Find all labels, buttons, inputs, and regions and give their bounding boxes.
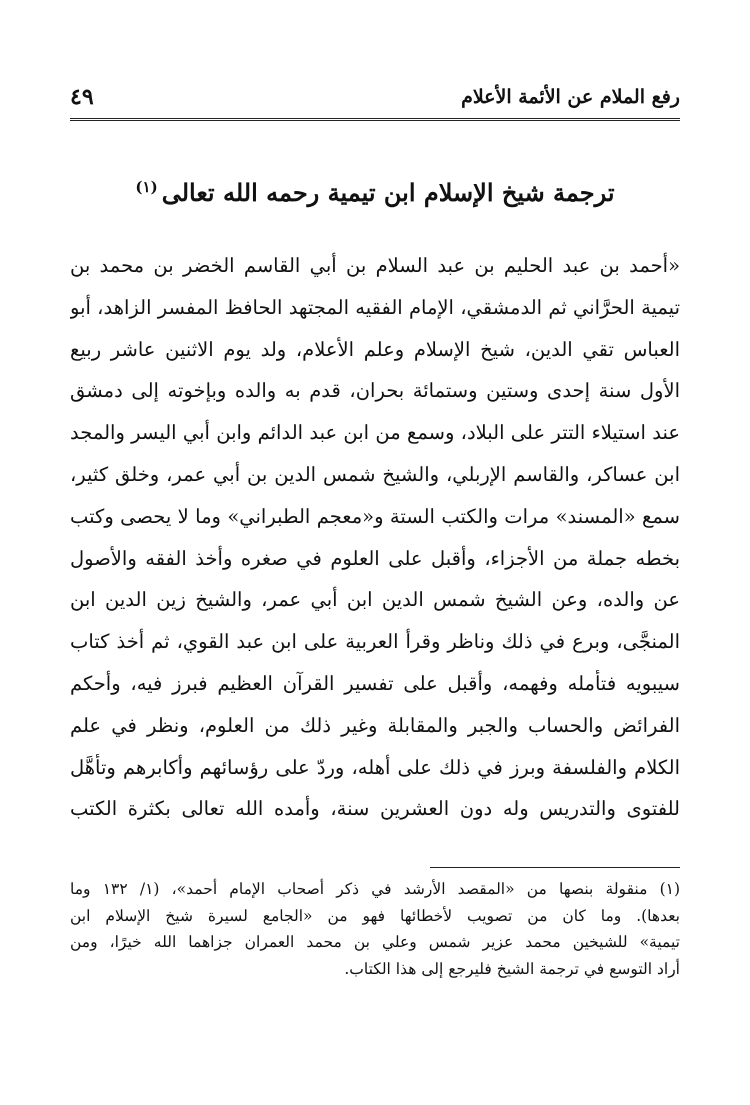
body-line: عند استيلاء التتر على البلاد، وسمع من ابن عبد الدائم وابن أبي اليسر والمجد	[70, 421, 680, 445]
body-line: عن والده، وعن الشيخ شمس الدين ابن أبي عمر، والشيخ زين الدين ابن	[70, 588, 680, 612]
body-line: تيمية الحرَّاني ثم الدمشقي، الإمام الفقيه المجتهد الحافظ المفسر الزاهد، أبو	[70, 295, 680, 319]
body-line: الكلام والفلسفة وبرز في ذلك على أهله، وردّ على رؤسائهم وأكابرهم وتأهَّل	[70, 755, 680, 779]
footnote-line: تيمية» للشيخين محمد عزير شمس وعلي بن محمد العمران جزاهما الله خيرًا، ومن	[70, 933, 680, 951]
chapter-title	[70, 178, 680, 207]
page-number: ٤٩	[70, 84, 94, 110]
body-text	[70, 252, 680, 837]
footnote-line: (١) منقولة بنصها من «المقصد الأرشد في ذكر أصحاب الإمام أحمد»، (١/ ١٣٢ وما	[70, 880, 680, 898]
chapter-title-text: ترجمة شيخ الإسلام ابن تيمية رحمه الله تعالى	[161, 178, 615, 207]
body-line: بخطه جملة من الأجزاء، وأقبل على العلوم في صغره وأخذ الفقه والأصول	[70, 546, 680, 570]
footnote-divider	[430, 867, 680, 868]
body-line: المنجَّى، وبرع في ذلك وناظر وقرأ العربية على ابن عبد القوي، ثم أخذ كتاب	[70, 630, 680, 654]
body-line: الفرائض والحساب والجبر والمقابلة وغير ذلك من العلوم، ونظر في علم	[70, 713, 680, 737]
running-header	[70, 82, 680, 121]
body-line: «أحمد بن عبد الحليم بن عبد السلام بن أبي القاسم الخضر بن محمد بن	[70, 254, 680, 277]
book-title: رفع الملام عن الأئمة الأعلام	[461, 86, 680, 108]
body-line: سيبويه فتأمله وفهمه، وأقبل على تفسير القرآن العظيم فبرز فيه، وأحكم	[70, 671, 680, 695]
body-line: ابن عساكر، والقاسم الإربلي، والشيخ شمس الدين بن أبي عمر، وخلق كثير،	[70, 462, 680, 486]
body-line: للفتوى والتدريس وله دون العشرين سنة، وأمده الله تعالى بكثرة الكتب	[70, 797, 680, 821]
body-line: الأول سنة إحدى وستين وستمائة بحران، قدم به والده وبإخوته إلى دمشق	[70, 379, 680, 403]
body-line: العباس تقي الدين، شيخ الإسلام وعلم الأعلام، ولد يوم الاثنين عاشر ربيع	[70, 337, 680, 361]
footnote-line: أراد التوسع في ترجمة الشيخ فليرجع إلى هذا الكتاب.	[344, 959, 680, 978]
footnote-reference-marker: (١)	[135, 178, 158, 196]
footnote	[70, 878, 680, 984]
footnote-line: بعدها). وما كان من تصويب لأخطائها فهو من «الجامع لسيرة شيخ الإسلام ابن	[70, 906, 680, 925]
body-line: سمع «المسند» مرات والكتب الستة و«معجم الطبراني» وما لا يحصى وكتب	[70, 504, 680, 528]
